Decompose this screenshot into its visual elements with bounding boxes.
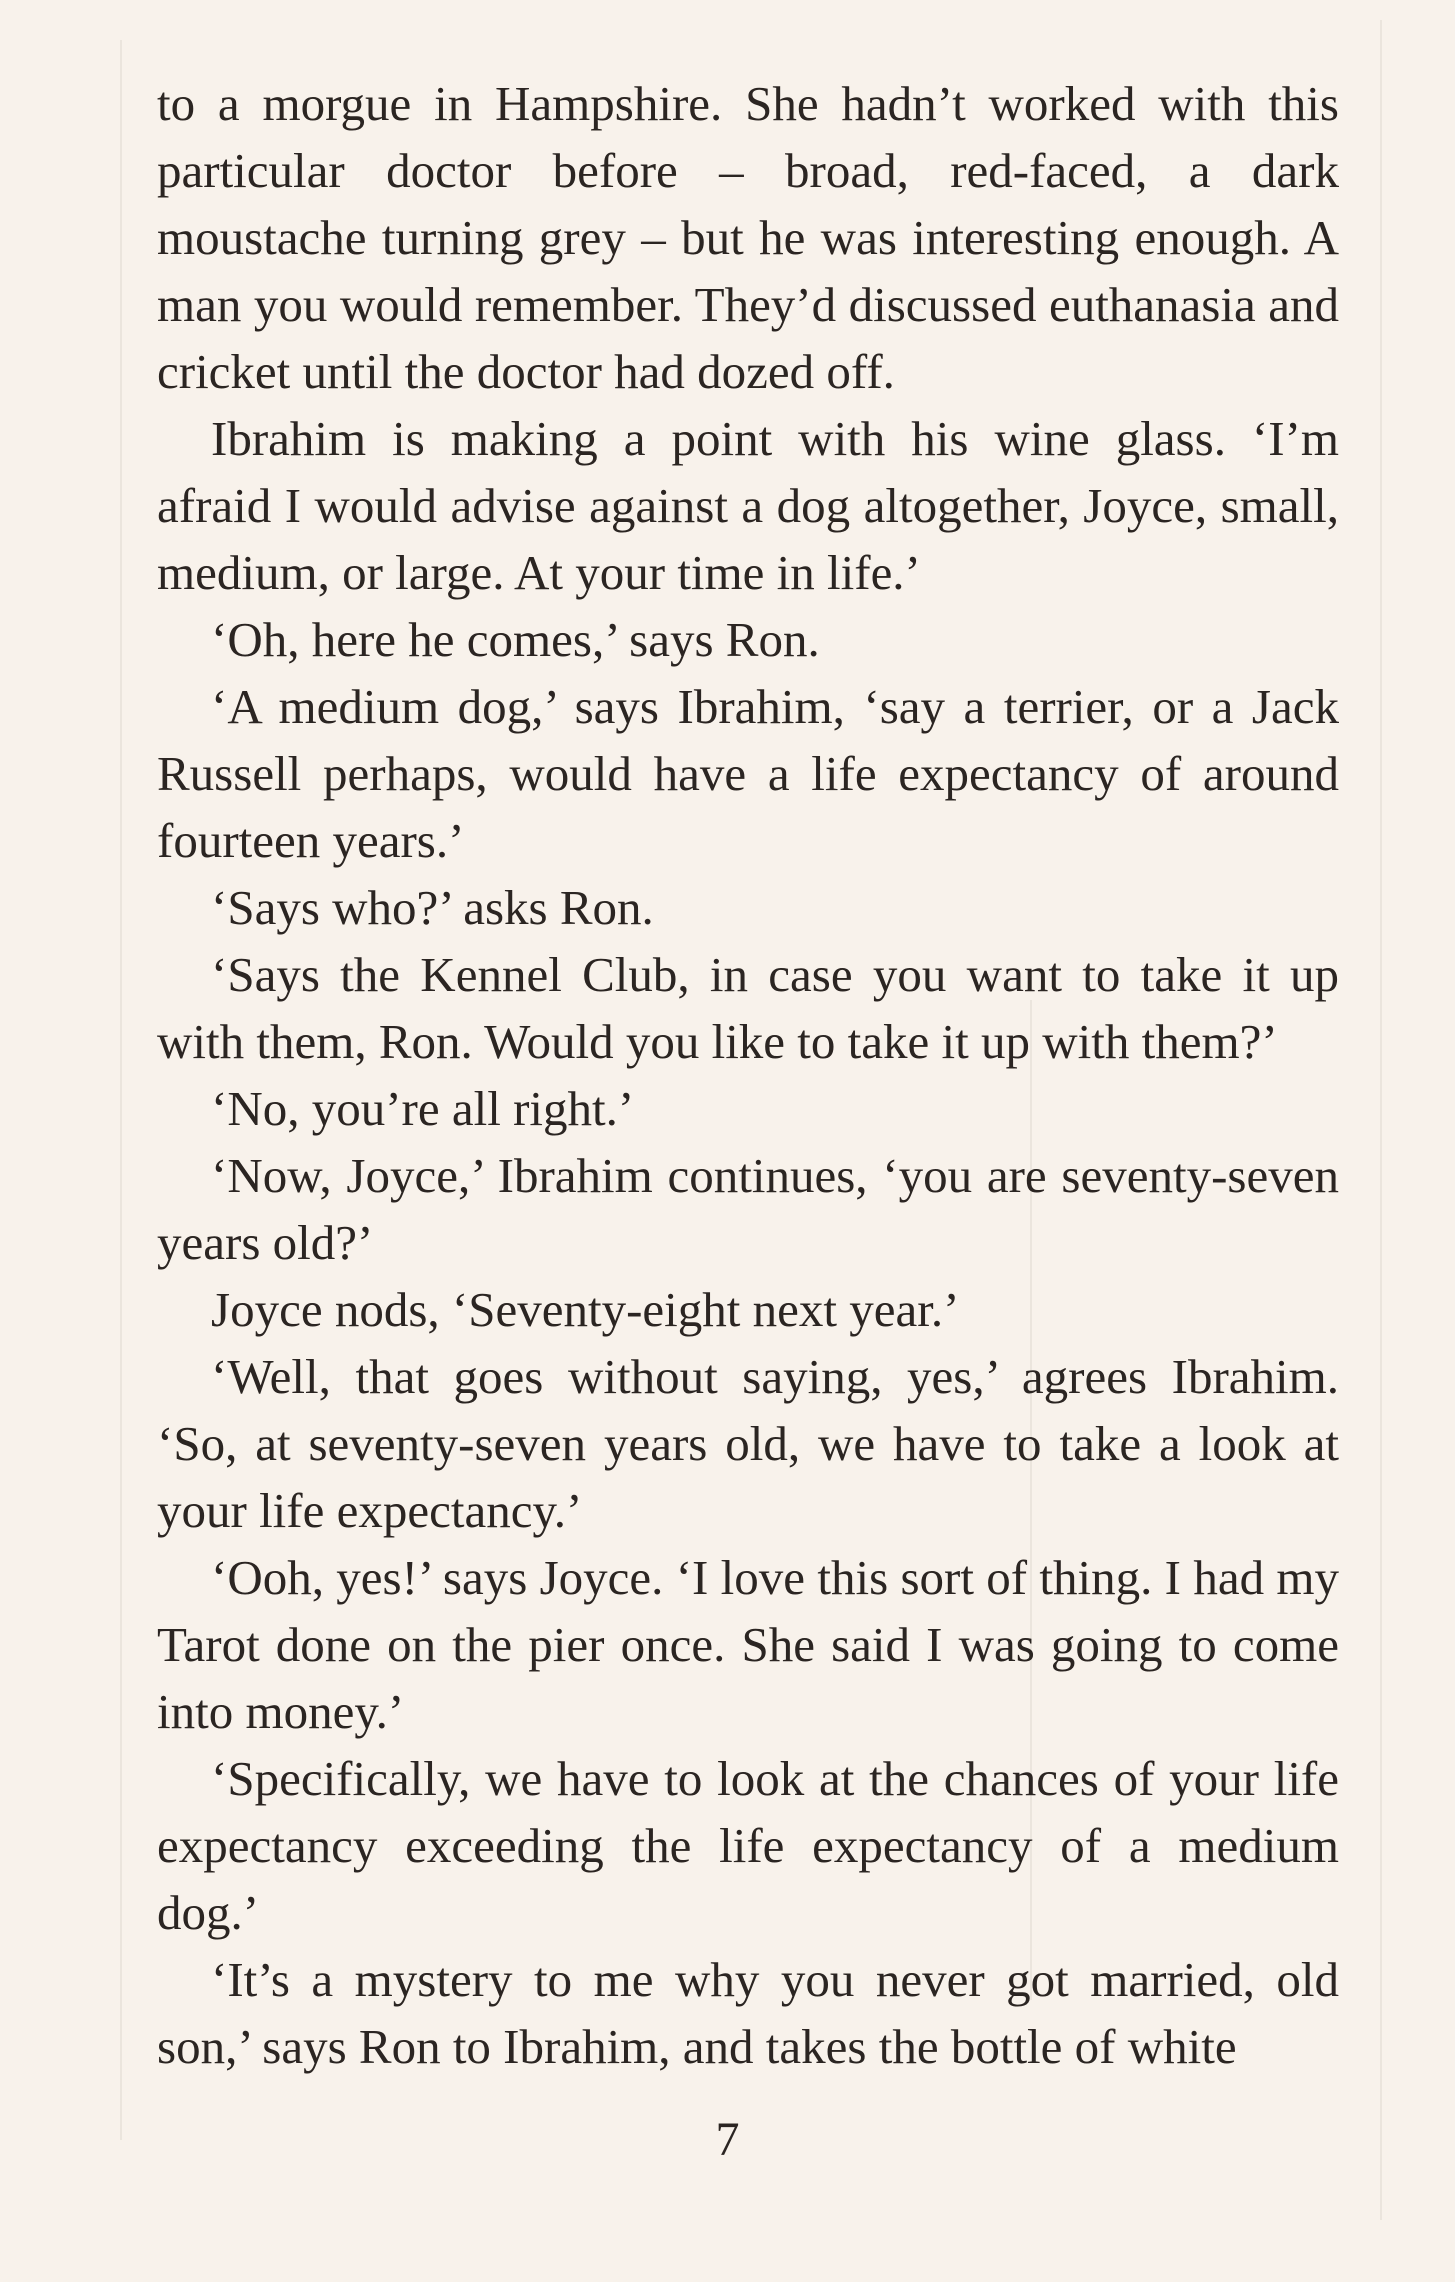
paragraph: to a morgue in Hampshire. She hadn’t worked with this particular doctor before – broad, red-faced, a dark moustache turning grey – but he was interesting enough. A man you would remember. They’d discussed euthanasia and cricket until the doctor had dozed off. [157,76,1339,399]
paragraph: Joyce nods, ‘Seventy-eight next year.’ [211,1282,960,1337]
paragraph: Ibrahim is making a point with his wine glass. ‘I’m afraid I would advise against a dog altogether, Joyce, small, medium, or large. At your time in life.’ [157,411,1339,600]
paragraph: ‘It’s a mystery to me why you never got married, old son,’ says Ron to Ibrahim, and takes the bottle of white [157,1952,1339,2074]
paper-show-through [120,40,122,2140]
body-text [157,70,1339,2080]
paragraph: ‘Well, that goes without saying, yes,’ agrees Ibrahim. ‘So, at seventy-seven years old, we have to take a look at your life expectancy.’ [157,1349,1339,1538]
paragraph: ‘Oh, here he comes,’ says Ron. [211,612,820,667]
page-number: 7 [715,2113,740,2166]
paragraph: ‘Says who?’ asks Ron. [211,880,654,935]
paragraph: ‘Ooh, yes!’ says Joyce. ‘I love this sort of thing. I had my Tarot done on the pier once. She said I was going to come into money.’ [157,1550,1339,1739]
paper-show-through [1380,20,1382,2220]
paragraph: ‘A medium dog,’ says Ibrahim, ‘say a terrier, or a Jack Russell perhaps, would have a life expectancy of around fourteen years.’ [157,679,1339,868]
paragraph: ‘No, you’re all right.’ [211,1081,635,1136]
paragraph: ‘Specifically, we have to look at the chances of your life expectancy exceeding the life expectancy of a medium dog.’ [157,1751,1339,1940]
paragraph: ‘Now, Joyce,’ Ibrahim continues, ‘you are seventy-seven years old?’ [157,1148,1339,1270]
paragraph: ‘Says the Kennel Club, in case you want to take it up with them, Ron. Would you like to take it up with them?’ [157,947,1339,1069]
